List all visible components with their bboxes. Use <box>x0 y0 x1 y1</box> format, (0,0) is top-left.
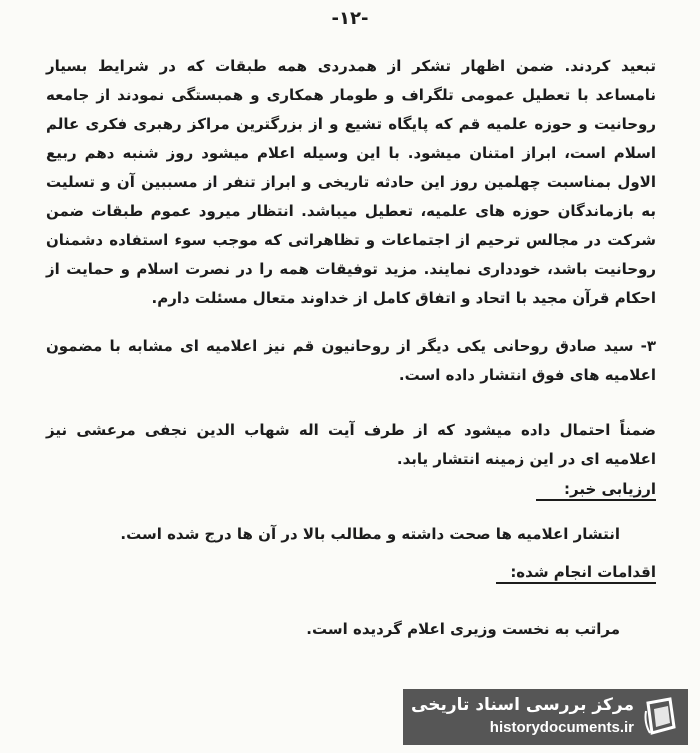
watermark-url[interactable]: historydocuments.ir <box>489 719 634 736</box>
body-paragraph-1: تبعید کردند. ضمن اظهار تشکر از همدردی همه طبقات که در شرایط بسیار نامساعد با تعطیل عمومی تلگراف و طومار همکاری و همبستگی نمودند از جامعه روحانیت و حوزه علمیه قم که پایگاه تشیع و از بزرگترین مراکز رهبری فکری عالم اسلام است، ابراز امتنان میشود. با این وسیله اعلام میشود روز شنبه دهم ربیع الاول بمناسبت چهلمین روز این حادثه تاریخی و ابراز تنفر از مسببین آن و تسلیت به بازماندگان حوزه های علمیه، تعطیل میباشد. انتظار میرود عموم طبقات ضمن شرکت در مجالس ترحیم از اجتماعات و تظاهراتی که موجب سوء استفاده دشمنان روحانیت باشد، خودداری نمایند. مزید توفیقات همه را در نصرت اسلام و حمایت از احکام قرآن مجید با اتحاد و اتفاق کامل از خداوند متعال مسئلت دارم. <box>46 57 656 307</box>
watermark <box>403 689 688 745</box>
evaluation-text: انتشار اعلامیه ها صحت داشته و مطالب بالا در آن ها درج شده است. <box>120 525 620 543</box>
watermark-title: مرکز بررسی اسناد تاریخی <box>411 695 634 715</box>
archive-logo-icon <box>642 697 680 737</box>
evaluation-heading: ارزیابی خبر: <box>536 480 656 501</box>
page-number: -۱۲- <box>331 8 369 29</box>
actions-text: مراتب به نخست وزیری اعلام گردیده است. <box>306 620 620 638</box>
body-paragraph-2: ۳- سید صادق روحانی یکی دیگر از روحانیون قم نیز اعلامیه ای مشابه با مضمون اعلامیه های فوق انتشار داده است. <box>46 337 656 384</box>
body-paragraph-3: ضمناً احتمال داده میشود که از طرف آیت اله شهاب الدین نجفی مرعشی نیز اعلامیه ای در این زمینه انتشار یابد. <box>46 421 656 468</box>
actions-heading: اقدامات انجام شده: <box>496 563 656 584</box>
